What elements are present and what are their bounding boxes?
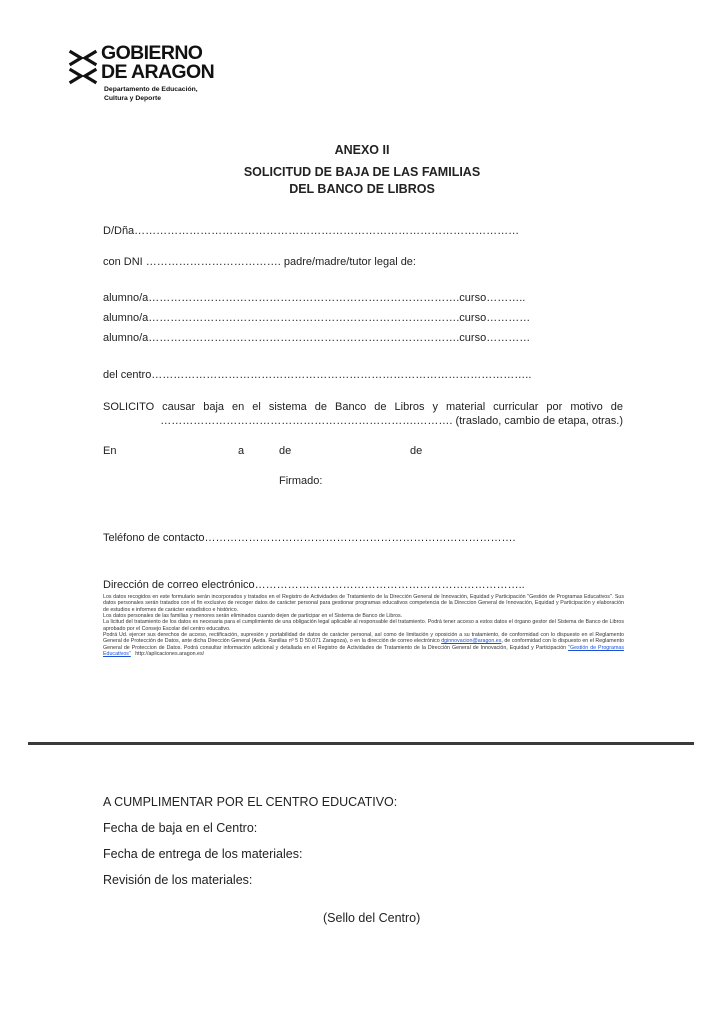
aragon-emblem-icon <box>68 48 98 86</box>
logo-wordmark <box>101 44 214 82</box>
department-name <box>104 86 198 103</box>
phone-field[interactable]: Teléfono de contacto…………………………………………………………………………. <box>103 532 516 544</box>
department-line-2: Cultura y Deporte <box>104 94 162 102</box>
school-section-heading: A CUMPLIMENTAR POR EL CENTRO EDUCATIVO: <box>103 795 398 809</box>
contact-email-link[interactable]: dginnovacion@aragon.es <box>441 638 502 645</box>
request-line-1: SOLICITO causar baja en el sistema de Banco de Libros y material curricular por motivo de <box>103 401 623 413</box>
drop-date-field[interactable]: Fecha de baja en el Centro: <box>103 821 258 835</box>
notice-paragraph-4 <box>103 632 624 657</box>
logo-line-1: GOBIERNO <box>101 42 203 64</box>
signature-label: Firmado: <box>279 475 323 487</box>
notice-paragraph-2: Los datos personales de las familias y menores serán eliminados cuando dejen de participar en el Sistema de Banco de Libros. <box>103 613 403 620</box>
request-line-2[interactable]: …………………………………………………………….………. (traslado, cambio de etapa, otras.) <box>160 415 623 427</box>
document-title-line-1: SOLICITUD DE BAJA DE LAS FAMILIAS <box>243 165 481 179</box>
applicant-name-field[interactable]: D/Dña…………………………………………………………………………………………… <box>103 225 520 237</box>
notice-p4-start: Podrá Ud. ejercer sus derechos de acceso, rectificación, supresión y portabilidad de datos de carácter personal, así como de limitación y oposición a su tratamiento, de conformidad con lo dispuesto en el Reglamento General de Protección de Datos, ante dicha Dirección General (Avda. Ranillas nº 5 D 50.071 Zaragoza), o en la dirección de correo electrónico <box>103 632 624 645</box>
day-label: a <box>238 445 245 457</box>
month-label: de <box>279 445 292 457</box>
student-field-3[interactable]: alumno/a………………………………………………………………………….curso………… <box>103 332 531 344</box>
materials-review-field[interactable]: Revisión de los materiales: <box>103 873 253 887</box>
notice-p4-end: , de conformidad con lo dispuesto en el Reglamento General de Proteccion de Datos. Podrá consultar información adicional y detallada en el Registro de Actividades de Tratamiento de la Dirección General de Innovación, Equidad y Participación <box>103 638 624 651</box>
department-line-1: Departamento de Educación, <box>104 86 198 93</box>
logo-line-2: DE ARAGON <box>101 61 215 83</box>
school-field[interactable]: del centro………………………………………………………………………………………….. <box>103 369 532 381</box>
aragon-url: http://aplicaciones.aragon.es/ <box>135 651 205 658</box>
student-field-1[interactable]: alumno/a………………………………………………………………………….curso……….. <box>103 292 526 304</box>
delivery-date-field[interactable]: Fecha de entrega de los materiales: <box>103 847 303 861</box>
notice-paragraph-3: La licitud del tratamiento de los datos es necesaria para el cumplimiento de una obligación legal aplicable al responsable del tratamiento. Podrá tener acceso a estos datos el órgano gestor del Sistema de Banco de Libros aprobado por el Consejo Escolar del centro educativo. <box>103 619 624 632</box>
email-field[interactable]: Dirección de correo electrónico……………………………………………………………….. <box>103 579 525 591</box>
school-stamp-label: (Sello del Centro) <box>323 911 421 925</box>
document-title-line-2: DEL BANCO DE LIBROS <box>289 182 435 196</box>
section-divider <box>28 742 694 745</box>
government-logo <box>68 44 238 114</box>
place-label: En <box>103 445 117 457</box>
annex-title: ANEXO II <box>334 143 390 157</box>
data-protection-notice <box>103 594 624 657</box>
activity-register-link[interactable]: "Gestión de Programas Educativos" <box>103 644 624 658</box>
request-paragraph <box>103 400 623 428</box>
student-field-2[interactable]: alumno/a………………………………………………………………………….curso………… <box>103 312 531 324</box>
notice-paragraph-1: Los datos recogidos en este formulario serán incorporados y tratados en el Registro de Actividades de Tratamiento de la Dirección General de Innovación, Equidad y Participación "Gestión de Programas Educativos". Sus datos personales serán tratados con el fin exclusivo de recoger datos de carácter personal para gestionar programas educativos competencia de la Direccion General de Innovación, Equidad y Participación y elaboración de estudios e informes de carácter estadístico e histórico. <box>103 594 624 613</box>
year-label: de <box>410 445 423 457</box>
dni-field[interactable]: con DNI ………………………………. padre/madre/tutor legal de: <box>103 256 416 268</box>
